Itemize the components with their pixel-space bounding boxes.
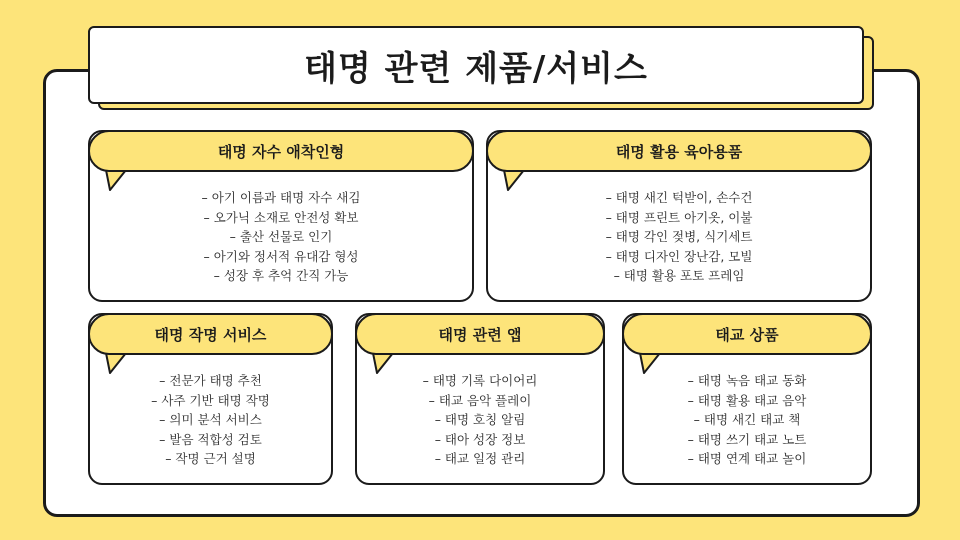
list-item: – 의미 분석 서비스 <box>159 412 262 428</box>
item-list <box>357 371 603 469</box>
list-item: – 태명 활용 포토 프레임 <box>613 268 745 284</box>
card-childcare-goods <box>486 130 872 302</box>
list-item: – 발음 적합성 검토 <box>159 431 262 447</box>
card-title: 태명 관련 앱 <box>438 325 522 344</box>
card-title: 태명 활용 육아용품 <box>615 142 743 161</box>
item-list <box>488 188 870 286</box>
card-header <box>355 313 605 355</box>
list-item: – 태명 새긴 태교 책 <box>693 412 801 428</box>
card-title: 태명 자수 애착인형 <box>217 142 345 161</box>
list-item: – 오가닉 소재로 안전성 확보 <box>203 209 359 225</box>
card-header <box>88 313 333 355</box>
list-item: – 태명 기록 다이어리 <box>422 373 538 388</box>
list-item: – 태명 녹음 태교 동화 <box>687 373 807 388</box>
card-related-app <box>355 313 605 485</box>
card-header <box>486 130 872 172</box>
page-title: 태명 관련 제품/서비스 <box>304 48 648 89</box>
list-item: – 태교 음악 플레이 <box>428 392 532 408</box>
card-header <box>622 313 872 355</box>
list-item: – 태명 호칭 알림 <box>434 412 526 428</box>
list-item: – 태명 연계 태교 놀이 <box>687 451 807 467</box>
list-item: – 사주 기반 태명 작명 <box>151 392 270 408</box>
list-item: – 출산 선물로 인기 <box>229 229 333 245</box>
item-list <box>90 371 331 469</box>
list-item: – 전문가 태명 추천 <box>159 373 262 388</box>
list-item: – 태명 새긴 턱받이, 손수건 <box>605 190 753 205</box>
list-item: – 태명 디자인 장난감, 모빌 <box>605 248 753 264</box>
list-item: – 태명 쓰기 태교 노트 <box>687 431 807 447</box>
card-title: 태교 상품 <box>715 325 779 344</box>
list-item: – 태명 활용 태교 음악 <box>687 392 807 408</box>
list-item: – 아기 이름과 태명 자수 새김 <box>201 190 361 205</box>
list-item: – 태명 프린트 아기옷, 이불 <box>605 209 753 225</box>
list-item: – 태명 각인 젖병, 식기세트 <box>605 229 753 245</box>
card-naming-service <box>88 313 333 485</box>
card-embroidered-doll <box>88 130 474 302</box>
list-item: – 태교 일정 관리 <box>434 451 526 467</box>
list-item: – 성장 후 추억 간직 가능 <box>213 268 349 284</box>
item-list <box>624 371 870 469</box>
item-list <box>90 188 472 286</box>
card-header <box>88 130 474 172</box>
title-box <box>88 26 864 104</box>
card-prenatal-goods <box>622 313 872 485</box>
list-item: – 태아 성장 정보 <box>434 431 526 447</box>
list-item: – 아기와 정서적 유대감 형성 <box>203 248 359 264</box>
card-title: 태명 작명 서비스 <box>154 325 267 344</box>
list-item: – 작명 근거 설명 <box>165 451 256 467</box>
